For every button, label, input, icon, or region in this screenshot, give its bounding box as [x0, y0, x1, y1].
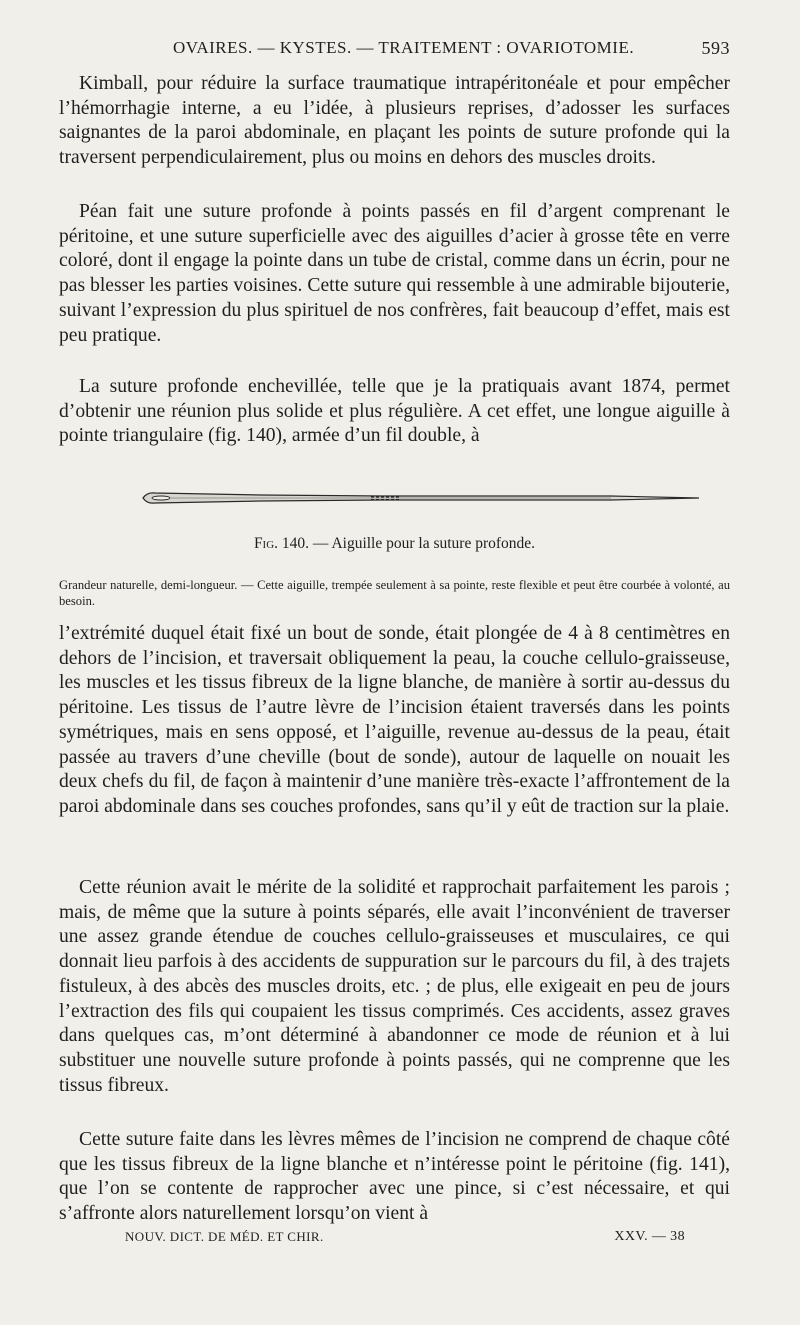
footer-sheet: XXV. — 38 — [614, 1229, 685, 1244]
paragraph: Péan fait une suture profonde à points passés en fil d’argent comprenant le péritoine, et une suture superficielle avec des aiguilles d’acier à grosse tête en verre coloré, dont il engage la pointe dans un tube de cristal, comme dans un écrin, pour ne pas blesser les parties voisines. Cette suture qui ressemble à une admirable bijouterie, suivant l’expression du plus spirituel de nos confrères, fait beaucoup d’effet, mais est peu pratique. — [59, 201, 730, 346]
paragraph: La suture profonde enchevillée, telle que je la pratiquais avant 1874, permet d’obtenir une réunion plus solide et plus régulière. A cet effet, une longue aiguille à pointe triangulaire (fig. 140), armée d’un fil double, à — [59, 376, 730, 447]
figure-label: Fig. 140. — [253, 535, 310, 552]
figure-title: — Aiguille pour la suture profonde. — [312, 535, 536, 552]
paragraph: Kimball, pour réduire la surface traumatique intrapéritonéale et pour empêcher l’hémorrhagie interne, a eu l’idée, à plusieurs reprises, d’adosser les surfaces saignantes de la paroi abdominale, en plaçant les points de suture profonde qui la traversent perpendiculairement, plus ou moins en dehors des muscles droits. — [59, 73, 730, 169]
needle-illustration — [141, 490, 701, 506]
page-number: 593 — [701, 38, 730, 58]
paragraph: l’extrémité duquel était fixé un bout de sonde, était plongée de 4 à 8 centimètres en dehors de l’incision, et traversait obliquement la peau, la couche cellulo-graisseuse, les muscles et les tissus fibreux de la ligne blanche, de manière à sortir au-dessus du péritoine. Les tissus de l’autre lèvre de l’incision étaient traversés dans les points symétriques, mais en sens opposé, et l’aiguille, revenue au-dessus de la peau, était passée au travers d’une cheville (bout de sonde), autour de laquelle on nouait les deux chefs du fil, de façon à maintenir d’une manière très-exacte l’affrontement de la paroi abdominale dans ses couches profondes, sans qu’il y eût de traction sur la plaie. — [59, 623, 730, 817]
running-title: OVAIRES. — KYSTES. — TRAITEMENT : OVARIOTOMIE. — [173, 38, 635, 57]
footer-signature: NOUV. DICT. DE MÉD. ET CHIR. — [125, 1229, 324, 1244]
page-footer — [125, 1229, 685, 1249]
running-header — [60, 38, 730, 66]
figure-caption — [59, 535, 730, 553]
figure-note: Grandeur naturelle, demi-longueur. — Cette aiguille, trempée seulement à sa pointe, reste flexible et peut être courbée à volonté, au besoin. — [59, 577, 730, 608]
paragraph: Cette suture faite dans les lèvres mêmes de l’incision ne comprend de chaque côté que les tissus fibreux de la ligne blanche et n’intéresse point le péritoine (fig. 141), que l’on se contente de rapprocher avec une pince, si c’est nécessaire, et qui s’affronte alors naturellement lorsqu’on vient à — [59, 1129, 730, 1225]
paragraph: Cette réunion avait le mérite de la solidité et rapprochait parfaitement les parois ; mais, de même que la suture à points séparés, elle avait l’inconvénient de traverser une assez grande étendue de couches cellulo-graisseuses et musculaires, ce qui donnait lieu parfois à des accidents de suppuration sur le parcours du fil, à des trajets fistuleux, à des abcès des muscles droits, etc. ; de plus, elle exigeait en peu de jours l’extraction des fils qui coupaient les tissus comprimés. Ces accidents, assez graves dans quelques cas, m’ont déterminé à abandonner ce mode de réunion et à lui substituer une nouvelle suture profonde à points passés, qui ne comprenne que les tissus fibreux. — [59, 877, 730, 1096]
